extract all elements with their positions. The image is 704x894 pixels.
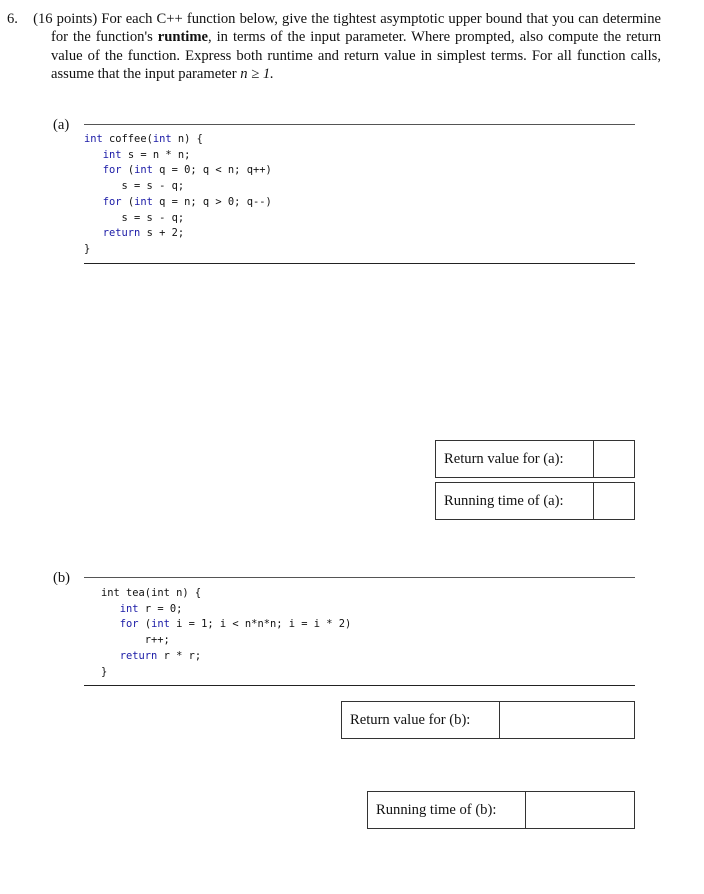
part-a-code-line xyxy=(84,242,272,258)
question-prompt: 6. (16 points) For each C++ function below, give the tightest asymptotic upper bound that you can determine for the function's runtime, in terms of the input parameter. Where prompted, also compute the return value of the function. Express both runtime and return value in simplest terms. For all function calls, assume that the input parameter n ≥ 1. xyxy=(7,11,661,82)
part-b-bottom-rule xyxy=(84,685,635,686)
part-a-code-line xyxy=(84,226,272,242)
part-a-return-label: Return value for (a): xyxy=(436,441,594,477)
question-bold-runtime: runtime xyxy=(157,29,208,46)
part-a-top-rule xyxy=(84,124,635,125)
part-b-code-text xyxy=(101,618,120,630)
part-b-code xyxy=(101,586,351,680)
part-b-code-text: r = 0; xyxy=(138,602,183,615)
part-b-code-keyword: int xyxy=(151,618,170,631)
part-a-label: (a) xyxy=(53,117,70,133)
part-b-code-text: r * r; xyxy=(157,649,202,662)
part-a-runtime-label: Running time of (a): xyxy=(436,483,594,519)
question-text-2: , in terms of the input parameter. Where prompted, also compute the return value of the function. Express both runtime and return value in simplest terms. For all function calls, assume that the input parameter xyxy=(51,29,661,82)
part-a-return-box xyxy=(435,440,635,478)
part-a-code-text: } xyxy=(84,242,91,255)
part-b-code-line xyxy=(101,602,351,618)
part-a-code-line xyxy=(84,195,272,211)
part-b-return-label: Return value for (b): xyxy=(342,702,500,738)
part-a-code-text: s = s - q; xyxy=(84,180,185,193)
part-b-runtime-field[interactable] xyxy=(526,792,634,828)
part-a-code-keyword: return xyxy=(102,227,141,240)
part-a-code-keyword: int xyxy=(84,133,103,145)
part-a-code-line xyxy=(84,132,272,148)
part-a-code-keyword: int xyxy=(134,164,153,177)
part-b-return-field[interactable] xyxy=(500,702,634,738)
part-b-code-line xyxy=(101,649,351,665)
part-a-code-text: ( xyxy=(121,164,135,177)
part-b-code-keyword: return xyxy=(119,649,158,662)
part-a-code-text: q = 0; q < n; q++) xyxy=(152,164,272,177)
part-b-code-text: ( xyxy=(138,618,152,631)
part-a-code-keyword: for xyxy=(102,195,122,208)
part-a-code xyxy=(84,132,272,258)
part-a-code-line xyxy=(84,179,272,195)
part-b-code-line xyxy=(101,633,351,649)
part-a-code-text: n) { xyxy=(171,133,203,145)
question-condition: n ≥ 1. xyxy=(240,65,274,82)
part-a-code-keyword: for xyxy=(102,164,122,177)
part-b-code-text: n) { xyxy=(169,587,202,599)
part-a-code-text: s = n * n; xyxy=(121,148,191,161)
part-a-runtime-field[interactable] xyxy=(594,483,634,519)
part-a-code-text: s + 2; xyxy=(140,227,185,240)
part-a-runtime-box xyxy=(435,482,635,520)
question-points: (16 points) xyxy=(33,11,98,27)
part-b-code-keyword: for xyxy=(119,618,139,631)
part-b-code-text: tea( xyxy=(119,587,152,599)
part-b-code-text: int xyxy=(101,587,120,599)
part-a-code-text: q = n; q > 0; q--) xyxy=(152,195,272,208)
part-a-code-line xyxy=(84,163,272,179)
part-a-code-line xyxy=(84,148,272,164)
part-a-code-text: s = s - q; xyxy=(84,211,185,224)
part-a-code-keyword: int xyxy=(152,133,172,145)
part-b-code-text: int xyxy=(151,587,170,599)
part-b-code-line xyxy=(101,617,351,633)
part-a-code-text xyxy=(84,164,103,176)
part-b-top-rule xyxy=(84,577,635,578)
part-b-code-keyword: int xyxy=(119,602,139,615)
part-a-code-text xyxy=(84,149,103,161)
part-b-code-text xyxy=(101,650,120,662)
part-a-code-line xyxy=(84,211,272,227)
part-b-label: (b) xyxy=(53,570,71,586)
part-b-runtime-box xyxy=(367,791,635,829)
question-text-1: For each C++ function below, give the tightest asymptotic upper bound that you can determine for the function's xyxy=(51,11,661,46)
part-a-code-keyword: int xyxy=(102,148,122,161)
part-b-return-box xyxy=(341,701,635,739)
part-a-code-keyword: int xyxy=(134,195,153,208)
part-b-code-line xyxy=(101,665,351,681)
part-a-code-text xyxy=(84,196,103,208)
part-a-code-text: ( xyxy=(121,195,135,208)
part-a-code-text: coffee( xyxy=(102,133,153,145)
part-b-code-text: } xyxy=(101,665,108,678)
part-b-code-text xyxy=(101,603,120,615)
part-b-code-text: i = 1; i < n*n*n; i = i * 2) xyxy=(169,618,352,631)
part-a-return-field[interactable] xyxy=(594,441,634,477)
part-b-runtime-label: Running time of (b): xyxy=(368,792,526,828)
part-a-bottom-rule xyxy=(84,263,635,264)
part-b-code-line xyxy=(101,586,351,602)
part-a-code-text xyxy=(84,227,103,239)
part-b-code-text: r++; xyxy=(101,634,170,647)
